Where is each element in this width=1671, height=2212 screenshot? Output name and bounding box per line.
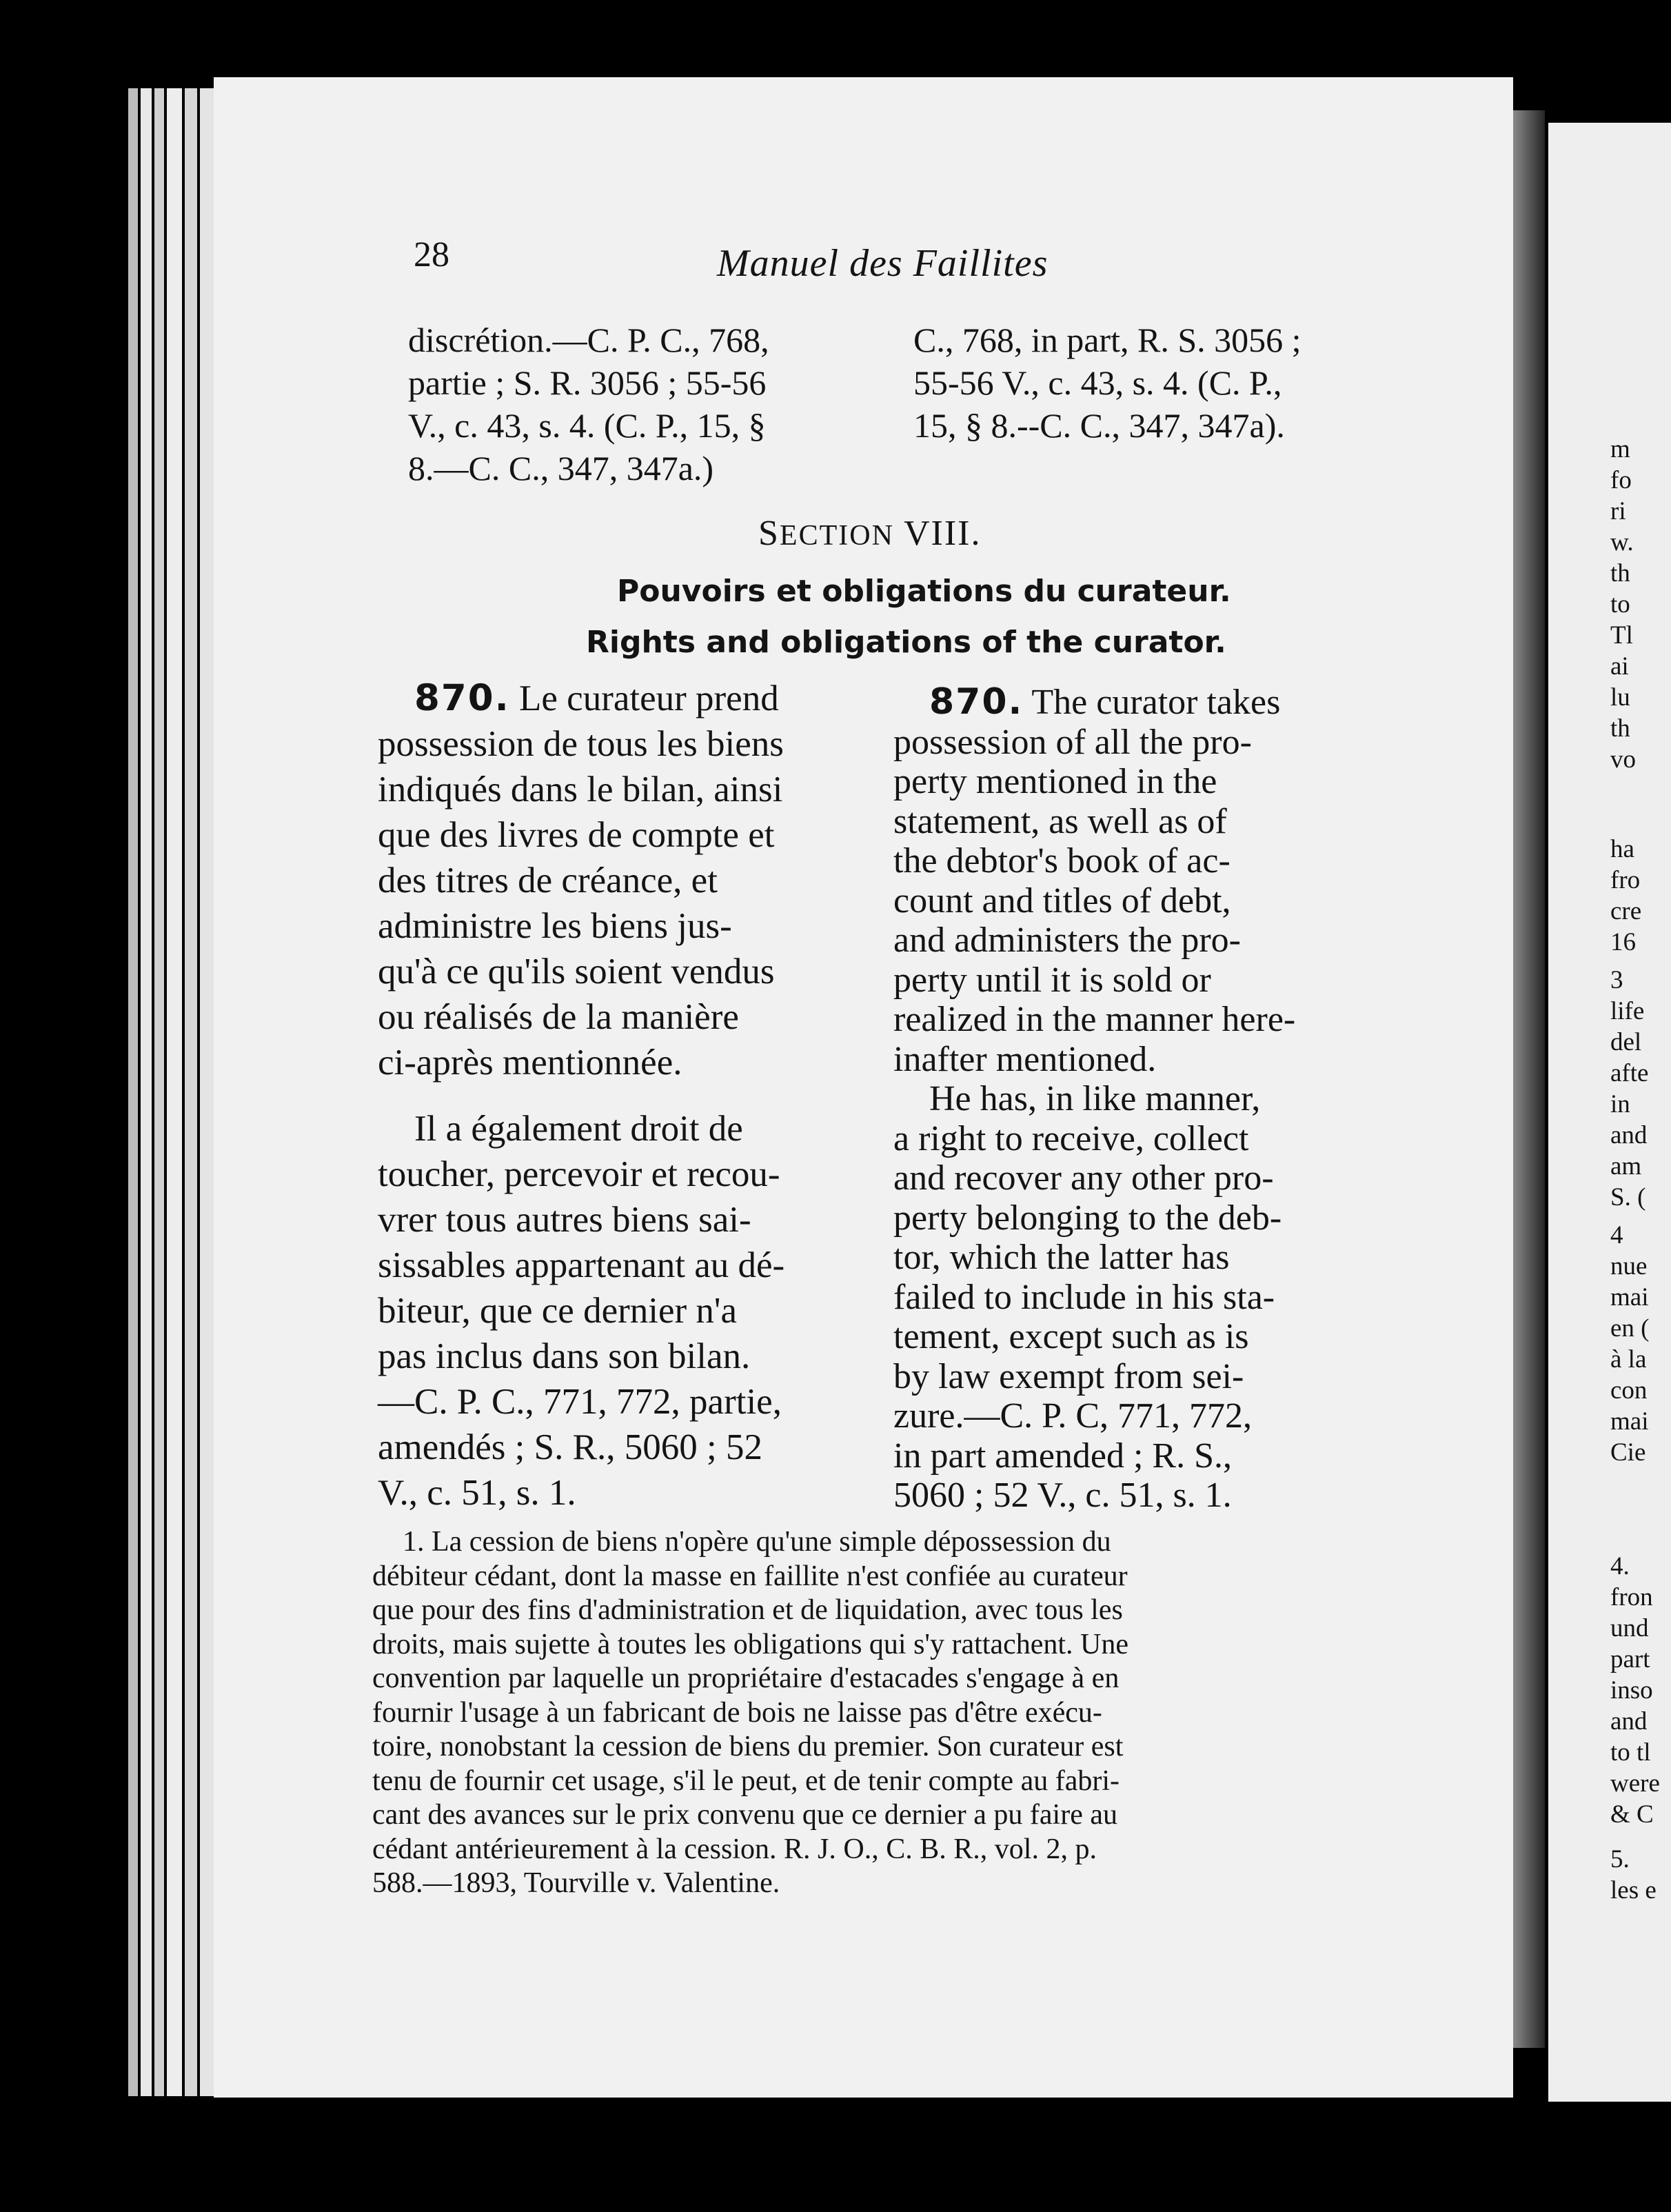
- next-page-fragment: les e: [1610, 1876, 1657, 1904]
- next-page-fragment: lu: [1610, 683, 1630, 712]
- next-page-fragment: th: [1610, 559, 1630, 587]
- article-line: tor, which the latter has: [893, 1238, 1230, 1277]
- section-title-french: Pouvoirs et obligations du curateur.: [617, 574, 1231, 609]
- book-edge: [141, 88, 152, 2096]
- next-page-fragment: fron: [1610, 1583, 1653, 1611]
- article-line: perty mentioned in the: [893, 762, 1217, 801]
- article-line: qu'à ce qu'ils soient vendus: [378, 952, 775, 992]
- article-line: statement, as well as of: [893, 801, 1227, 841]
- article-line: indiqués dans le bilan, ainsi: [378, 770, 783, 810]
- footnote-line: toire, nonobstant la cession de biens du premier. Son curateur est: [372, 1731, 1124, 1762]
- article-line: V., c. 51, s. 1.: [378, 1473, 576, 1513]
- article-line: pas inclus dans son bilan.: [378, 1336, 751, 1376]
- next-page-fragment: ha: [1610, 835, 1634, 863]
- article-line: amendés ; S. R., 5060 ; 52: [378, 1427, 762, 1467]
- article-line: possession de tous les biens: [378, 724, 784, 764]
- next-page-fragment: mai: [1610, 1283, 1649, 1311]
- next-page-fragment: w.: [1610, 528, 1634, 556]
- article-line: des titres de créance, et: [378, 861, 718, 901]
- section-title-english: Rights and obligations of the curator.: [586, 625, 1226, 660]
- article-line: by law exempt from sei-: [893, 1356, 1244, 1396]
- next-page-fragment: Cie: [1610, 1438, 1646, 1467]
- article-line: toucher, percevoir et recou-: [378, 1154, 780, 1194]
- article-line: —C. P. C., 771, 772, partie,: [378, 1382, 782, 1422]
- next-page-fragment: und: [1610, 1614, 1649, 1642]
- book-edge: [128, 88, 138, 2096]
- citation-line: partie ; S. R. 3056 ; 55-56: [408, 363, 767, 402]
- next-page-fragment: life: [1610, 997, 1645, 1025]
- article-line: perty until it is sold or: [893, 960, 1211, 1000]
- page-number: 28: [414, 235, 449, 274]
- footnote-line: convention par laquelle un propriétaire d'estacades s'engage à en: [372, 1662, 1120, 1694]
- article-line: He has, in like manner,: [893, 1079, 1261, 1118]
- next-page-fragment: am: [1610, 1152, 1642, 1180]
- next-page-fragment: part: [1610, 1645, 1650, 1673]
- next-page-fragment: fro: [1610, 866, 1641, 894]
- article-line: in part amended ; R. S.,: [893, 1436, 1233, 1476]
- footnote-line: 588.—1893, Tourville v. Valentine.: [372, 1867, 780, 1899]
- citation-line: discrétion.—C. P. C., 768,: [408, 321, 769, 359]
- citation-english: [913, 319, 1302, 447]
- article-line: que des livres de compte et: [378, 815, 775, 855]
- article-text: Le curateur prend: [519, 678, 779, 718]
- article-number: 870.: [929, 681, 1024, 723]
- page-gutter: [1513, 110, 1545, 2048]
- article-870-english: [893, 683, 1295, 1516]
- article-line: ou réalisés de la manière: [378, 997, 739, 1037]
- citation-line: 8.—C. C., 347, 347a.): [408, 449, 714, 487]
- article-line: tement, except such as is: [893, 1317, 1249, 1356]
- article-text: The curator takes: [1031, 683, 1281, 722]
- article-line: possession of all the pro-: [893, 722, 1252, 762]
- next-page-fragment: con: [1610, 1376, 1648, 1405]
- next-page-fragment: vo: [1610, 745, 1636, 774]
- next-page-fragment: fo: [1610, 466, 1632, 494]
- footnote-line: 1. La cession de biens n'opère qu'une simple dépossession du: [403, 1526, 1111, 1558]
- next-page-fragment: 4.: [1610, 1552, 1630, 1580]
- next-page-fragment: in: [1610, 1090, 1630, 1118]
- next-page-strip: [1548, 123, 1671, 2102]
- footnote-line: que pour des fins d'administration et de liquidation, avec tous les: [372, 1594, 1123, 1626]
- next-page-fragment: and: [1610, 1707, 1648, 1736]
- book-edge: [200, 88, 215, 2096]
- article-line: 5060 ; 52 V., c. 51, s. 1.: [893, 1476, 1232, 1515]
- section-heading: [758, 513, 981, 554]
- book-edge: [167, 88, 182, 2096]
- next-page-fragment: S. (: [1610, 1183, 1646, 1211]
- footnote-line: cant des avances sur le prix convenu que ce dernier a pu faire au: [372, 1799, 1117, 1831]
- citation-line: 55-56 V., c. 43, s. 4. (C. P.,: [913, 363, 1282, 402]
- article-line: sissables appartenant au dé-: [378, 1245, 785, 1285]
- next-page-fragment: à la: [1610, 1345, 1647, 1374]
- citation-line: V., c. 43, s. 4. (C. P., 15, §: [408, 406, 766, 445]
- article-line: perty belonging to the deb-: [893, 1198, 1282, 1238]
- next-page-fragment: to tl: [1610, 1738, 1651, 1767]
- next-page-fragment: nue: [1610, 1252, 1648, 1280]
- article-870-french: [378, 676, 784, 1516]
- paragraph-gap: [378, 1085, 784, 1106]
- next-page-fragment: 5.: [1610, 1845, 1630, 1873]
- citation-line: C., 768, in part, R. S. 3056 ;: [913, 321, 1302, 359]
- article-line: realized in the manner here-: [893, 1000, 1296, 1039]
- article-line: zure.—C. P. C, 771, 772,: [893, 1396, 1252, 1436]
- article-number: 870.: [414, 677, 510, 719]
- article-line: [378, 676, 784, 721]
- article-line: biteur, que ce dernier n'a: [378, 1291, 737, 1331]
- book-edge: [154, 88, 164, 2096]
- article-line: a right to receive, collect: [893, 1118, 1249, 1158]
- running-title: Manuel des Faillites: [717, 242, 1049, 285]
- next-page-fragment: and: [1610, 1121, 1648, 1149]
- next-page-fragment: cre: [1610, 897, 1642, 925]
- citation-french: [408, 319, 769, 490]
- next-page-fragment: afte: [1610, 1059, 1649, 1087]
- book-edge: [185, 88, 197, 2096]
- article-line: ci-après mentionnée.: [378, 1043, 682, 1083]
- article-line: the debtor's book of ac-: [893, 841, 1231, 881]
- next-page-fragment: & C: [1610, 1800, 1654, 1829]
- footnote-line: débiteur cédant, dont la masse en faillite n'est confiée au curateur: [372, 1560, 1128, 1592]
- article-line: administre les biens jus-: [378, 906, 732, 946]
- footnote-line: fournir l'usage à un fabricant de bois ne laisse pas d'être exécu-: [372, 1696, 1102, 1729]
- footnote-line: cédant antérieurement à la cession. R. J. O., C. B. R., vol. 2, p.: [372, 1833, 1097, 1865]
- footnote-line: droits, mais sujette à toutes les obligations qui s'y rattachent. Une: [372, 1628, 1129, 1660]
- next-page-fragment: th: [1610, 714, 1630, 743]
- next-page-fragment: to: [1610, 590, 1630, 619]
- article-line: [893, 683, 1295, 723]
- next-page-fragment: mai: [1610, 1407, 1649, 1436]
- article-line: and administers the pro-: [893, 921, 1241, 960]
- next-page-fragment: ri: [1610, 497, 1626, 525]
- article-line: Il a également droit de: [378, 1109, 743, 1149]
- article-line: count and titles of debt,: [893, 881, 1231, 921]
- next-page-fragment: en (: [1610, 1314, 1650, 1343]
- next-page-fragment: 4: [1610, 1221, 1623, 1249]
- next-page-fragment: 3: [1610, 966, 1623, 994]
- next-page-fragment: were: [1610, 1769, 1660, 1798]
- next-page-fragment: m: [1610, 435, 1630, 463]
- next-page-fragment: Tl: [1610, 621, 1633, 650]
- article-line: inafter mentioned.: [893, 1039, 1157, 1079]
- next-page-fragment: 16: [1610, 928, 1636, 956]
- citation-line: 15, § 8.--C. C., 347, 347a).: [913, 406, 1285, 445]
- next-page-fragment: del: [1610, 1028, 1642, 1056]
- article-line: and recover any other pro-: [893, 1158, 1274, 1198]
- footnote: [372, 1525, 1128, 1901]
- article-line: failed to include in his sta-: [893, 1277, 1275, 1317]
- section-label: SECTION VIII.: [758, 514, 982, 553]
- next-page-fragment: ai: [1610, 652, 1629, 681]
- next-page-fragment: inso: [1610, 1676, 1653, 1705]
- footnote-line: tenu de fournir cet usage, s'il le peut, et de tenir compte au fabri-: [372, 1764, 1120, 1797]
- article-line: vrer tous autres biens sai-: [378, 1200, 751, 1240]
